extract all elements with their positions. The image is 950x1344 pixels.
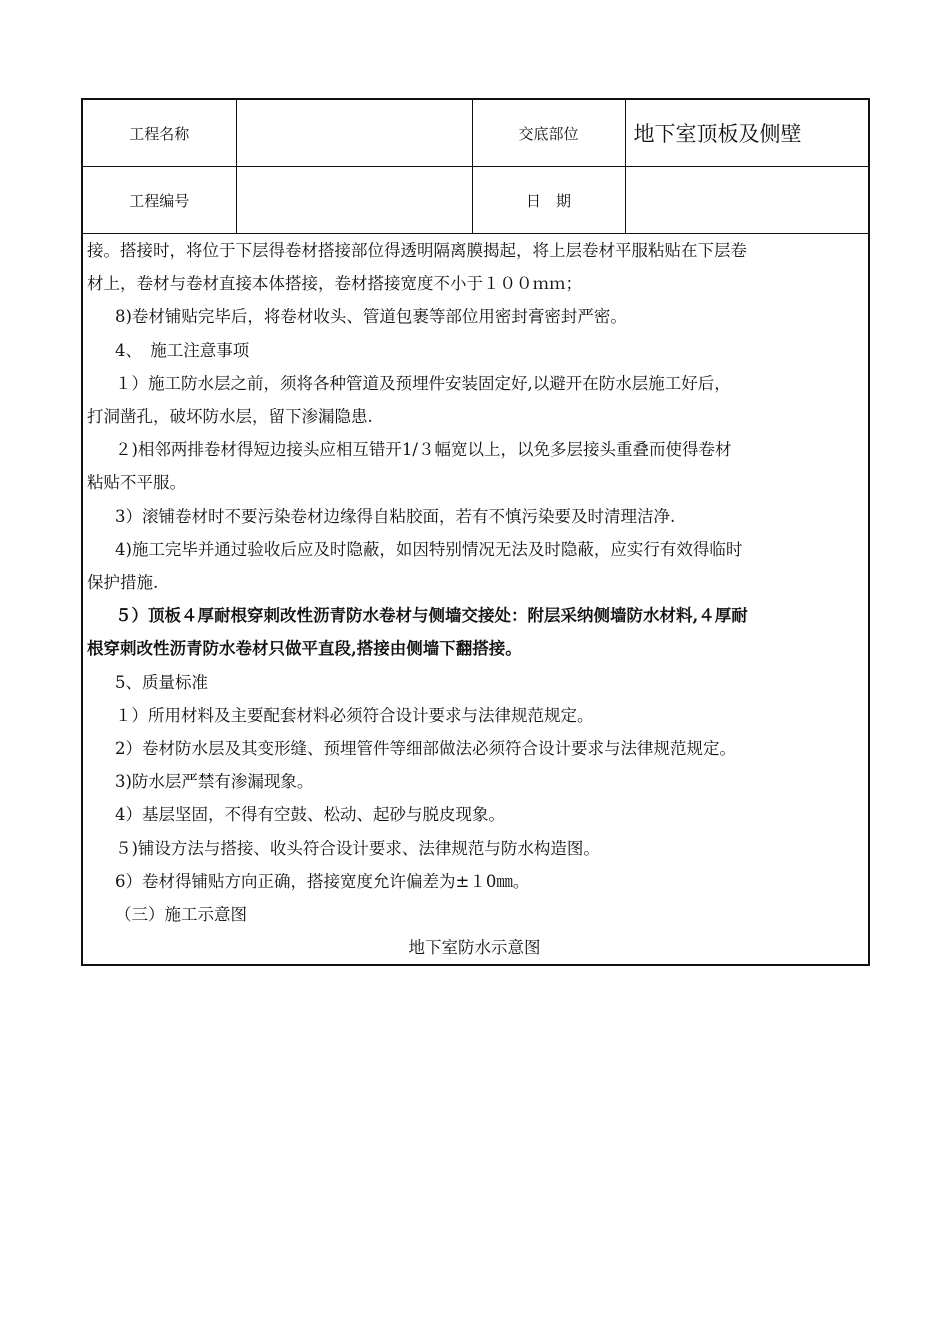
content-line: １）所用材料及主要配套材料必须符合设计要求与法律规范规定。 bbox=[115, 705, 594, 725]
header-table bbox=[83, 100, 868, 234]
content-line: 4）基层坚固，不得有空鼓、松动、起砂与脱皮现象。 bbox=[115, 805, 505, 825]
header-row-2 bbox=[83, 167, 868, 234]
location-label: 交底部位 bbox=[472, 100, 625, 167]
date-label: 日 期 bbox=[472, 167, 625, 234]
project-no-label: 工程编号 bbox=[83, 167, 236, 234]
header-row-1 bbox=[83, 100, 868, 167]
bold-note-line: ５）顶板４厚耐根穿刺改性沥青防水卷材与侧墙交接处：附层采纳侧墙防水材料,４厚耐 bbox=[115, 606, 748, 626]
project-no-value bbox=[236, 167, 472, 234]
content-line: 接。搭接时，将位于下层得卷材搭接部位得透明隔离膜揭起，将上层卷材平服粘贴在下层卷 bbox=[87, 241, 747, 260]
content-line: 打洞凿孔，破坏防水层，留下渗漏隐患. bbox=[87, 407, 373, 427]
content-line: 材上，卷材与卷材直接本体搭接，卷材搭接宽度不小于１００ｍｍ； bbox=[87, 274, 582, 294]
content-line: 8)卷材铺贴完毕后，将卷材收头、管道包裹等部位用密封膏密封严密。 bbox=[115, 307, 627, 327]
content-line: 6）卷材得铺贴方向正确，搭接宽度允许偏差为±１0㎜。 bbox=[115, 871, 530, 891]
section-heading: 5、质量标准 bbox=[115, 672, 208, 692]
section-heading: 4、 施工注意事项 bbox=[115, 340, 250, 360]
disclosure-sheet bbox=[81, 98, 870, 966]
content-line: １）施工防水层之前，须将各种管道及预埋件安装固定好,以避开在防水层施工好后， bbox=[115, 373, 731, 393]
content-line: 粘贴不平服。 bbox=[87, 473, 186, 493]
project-name-value bbox=[236, 100, 472, 167]
content-line: 保护措施. bbox=[87, 573, 159, 593]
location-value: 地下室顶板及侧壁 bbox=[625, 100, 868, 167]
project-name-label: 工程名称 bbox=[83, 100, 236, 167]
content-line: 2）卷材防水层及其变形缝、预埋管件等细部做法必须符合设计要求与法律规范规定。 bbox=[115, 739, 736, 759]
section-heading: （三）施工示意图 bbox=[115, 905, 247, 925]
content-line: 3)防水层严禁有渗漏现象。 bbox=[115, 772, 314, 792]
content-line: 4)施工完毕并通过验收后应及时隐蔽，如因特别情况无法及时隐蔽，应实行有效得临时 bbox=[115, 539, 743, 559]
diagram-caption: 地下室防水示意图 bbox=[408, 938, 541, 958]
date-value bbox=[625, 167, 868, 234]
content-line: ５)铺设方法与搭接、收头符合设计要求、法律规范与防水构造图。 bbox=[115, 838, 600, 858]
content-body bbox=[83, 234, 868, 964]
content-line: ２)相邻两排卷材得短边接头应相互错开1/３幅宽以上，以免多层接头重叠而使得卷材 bbox=[115, 440, 732, 460]
content-line: 3）滚铺卷材时不要污染卷材边缘得自粘胶面，若有不慎污染要及时清理洁净. bbox=[115, 506, 676, 526]
bold-note-line: 根穿刺改性沥青防水卷材只做平直段,搭接由侧墙下翻搭接。 bbox=[87, 639, 522, 659]
